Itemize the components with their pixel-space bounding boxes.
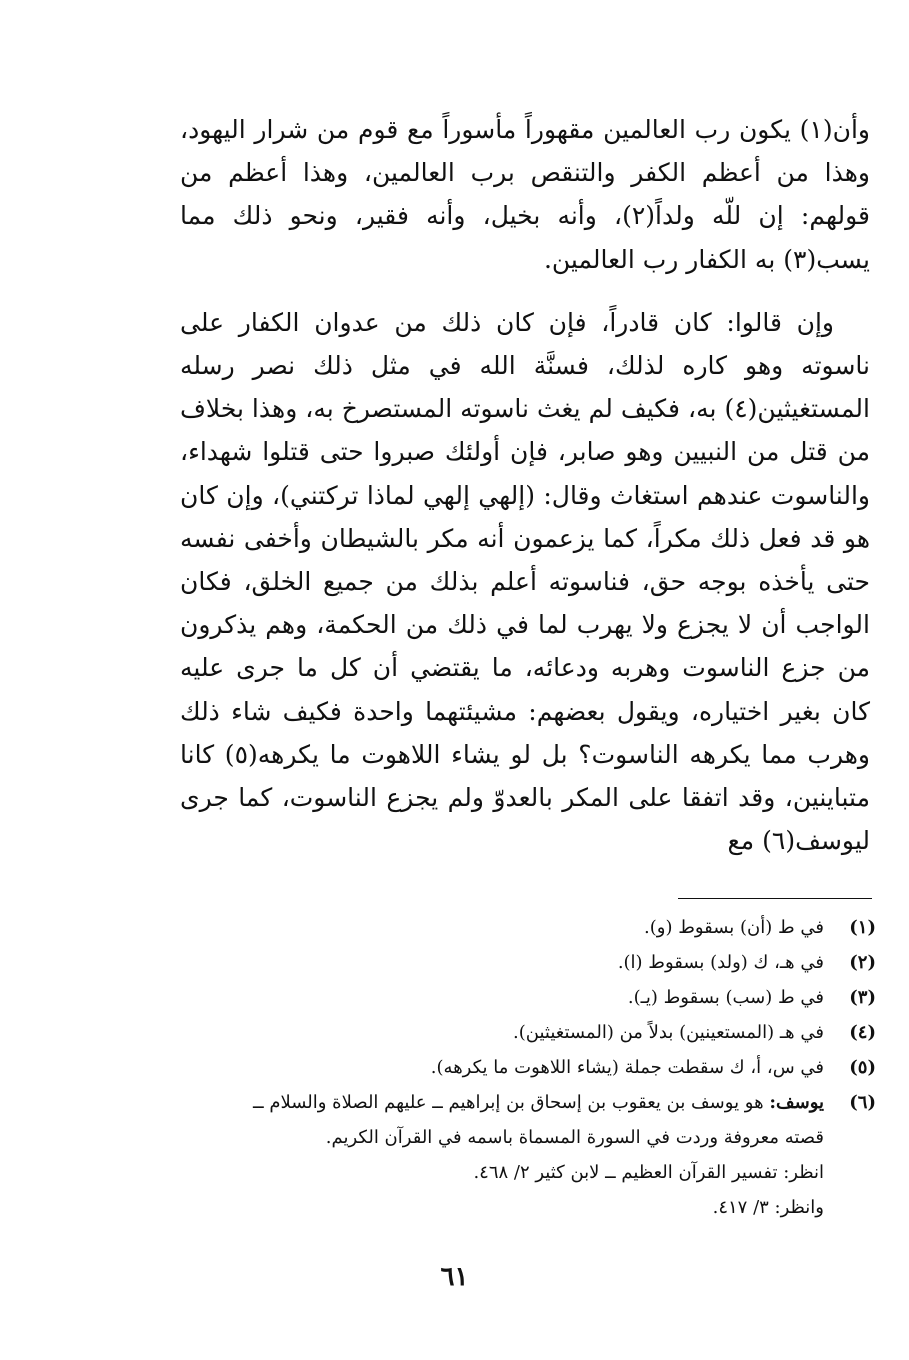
footnote-number: (٤): [849, 1022, 876, 1043]
footnote-number: (٢): [849, 952, 876, 973]
footnote-line: انظر: تفسير القرآن العظيم ــ لابن كثير ٢/ ٤٦٨.: [473, 1162, 824, 1183]
main-text: [180, 108, 870, 862]
footnote-number: (٥): [849, 1057, 876, 1078]
footnote-4: [186, 1015, 876, 1050]
footnote-line: وانظر: ٣/ ٤١٧.: [712, 1197, 824, 1218]
footnote-divider: [678, 898, 872, 899]
footnote-line-text: هو يوسف بن يعقوب بن إسحاق بن إبراهيم ــ عليهم الصلاة والسلام ــ: [253, 1092, 764, 1113]
footnote-text: [186, 1085, 824, 1225]
footnotes: [186, 910, 876, 1225]
footnote-line: قصته معروفة وردت في السورة المسماة باسمه في القرآن الكريم.: [325, 1127, 824, 1148]
footnote-text: في هـ (المستعينين) بدلاً من (المستغيثين).: [513, 1022, 824, 1043]
paragraph-1: وأن(١) يكون رب العالمين مقهوراً مأسوراً مع قوم من شرار اليهود، وهذا من أعظم الكفر والتنقص برب العالمين، وهذا أعظم من قولهم: إن للّه ولداً(٢)، وأنه بخيل، وأنه فقير، ونحو ذلك مما يسب(٣) به الكفار رب العالمين.: [180, 115, 870, 274]
footnote-5: [186, 1050, 876, 1085]
page-number: ٦١: [440, 1262, 469, 1292]
footnote-3: [186, 980, 876, 1015]
paragraph-2: وإن قالوا: كان قادراً، فإن كان ذلك من عدوان الكفار على ناسوته وهو كاره لذلك، فسنَّة الله في مثل ذلك نصر رسله المستغيثين(٤) به، فكيف لم يغث ناسوته المستصرخ به، وهذا بخلاف من قتل من النبيين وهو صابر، فإن أولئك صبروا حتى قتلوا شهداء، والناسوت عندهم استغاث وقال: (إلهي إلهي لماذا تركتني)، وإن كان هو قد فعل ذلك مكراً، كما يزعمون أنه مكر بالشيطان وأخفى نفسه حتى يأخذه بوجه حق، فناسوته أعلم بذلك من جميع الخلق، فكان الواجب أن لا يجزع ولا يهرب لما في ذلك من الحكمة، وهم يذكرون من جزع الناسوت وهربه ودعائه، ما يقتضي أن كل ما جرى عليه كان بغير اختياره، ويقول بعضهم: مشيئتهما واحدة فكيف شاء ذلك وهرب مما يكرهه الناسوت؟ بل لو يشاء اللاهوت ما يكرهه(٥) كانا متباينين، وقد اتفقا على المكر بالعدوّ ولم يجزع الناسوت، كما جرى ليوسف(٦) مع: [180, 307, 871, 856]
footnote-1: [186, 910, 876, 945]
footnote-text: في س، أ، ك سقطت جملة (يشاء اللاهوت ما يكرهه).: [430, 1057, 824, 1078]
footnote-2: [186, 945, 876, 980]
footnote-text: في ط (أن) بسقوط (و).: [644, 917, 824, 938]
footnote-line: [186, 1085, 824, 1120]
footnote-number: (٣): [849, 987, 876, 1008]
footnote-text: في هـ، ك (ولد) بسقوط (ا).: [617, 952, 824, 973]
footnote-label: يوسف:: [769, 1092, 824, 1113]
footnote-number: (٦): [849, 1092, 876, 1113]
footnote-number: (١): [849, 917, 876, 938]
footnote-6: [186, 1085, 876, 1225]
footnote-text: في ط (سب) بسقوط (يـ).: [627, 987, 824, 1008]
